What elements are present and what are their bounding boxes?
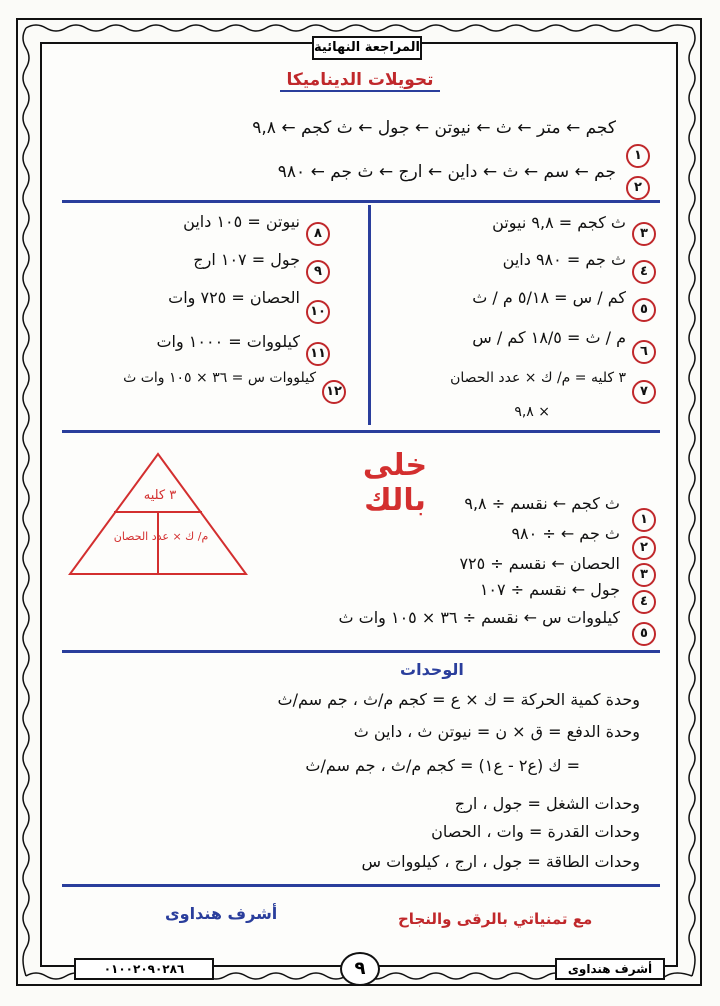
item-number: ١ bbox=[626, 144, 650, 168]
author-signature: أشرف هنداوى bbox=[165, 904, 278, 923]
fact-line: جول = ١٠٧ ارج bbox=[193, 250, 300, 269]
fact-line: م / ث = ١٨/٥ كم / س bbox=[472, 328, 626, 347]
note-line: كيلووات س ← نقسم ÷ ٣٦ × ١٠٥ وات ث bbox=[338, 608, 620, 627]
column-divider bbox=[368, 205, 371, 425]
item-number: ٥ bbox=[632, 298, 656, 322]
fact-line: ث كجم = ٩,٨ نيوتن bbox=[492, 213, 626, 232]
note-title: خلى بالك bbox=[362, 448, 428, 518]
item-number: ٣ bbox=[632, 563, 656, 587]
conversion-line: كجم ← متر ← ث ← نيوتن ← جول ← ث كجم ← ٩,٨ bbox=[252, 118, 616, 138]
fact-line: ث جم = ٩٨٠ داين bbox=[502, 250, 626, 269]
units-line: وحدات الطاقة = جول ، ارج ، كيلووات س bbox=[361, 852, 640, 871]
item-number: ١ bbox=[632, 508, 656, 532]
header-tab: المراجعة النهائية bbox=[312, 36, 422, 60]
fact-line: ٣ كليه = م/ ك × عدد الحصان bbox=[450, 370, 626, 386]
units-title: الوحدات bbox=[400, 660, 464, 679]
item-number: ٤ bbox=[632, 260, 656, 284]
page-title: تحويلات الديناميكا bbox=[280, 70, 440, 92]
note-line: جول ← نقسم ÷ ١٠٧ bbox=[479, 580, 620, 599]
page-number: ٩ bbox=[340, 952, 380, 986]
fact-line: كم / س = ٥/١٨ م / ث bbox=[472, 288, 626, 307]
triangle-diagram bbox=[66, 450, 250, 580]
fact-line: كيلووات س = ٣٦ × ١٠٥ وات ث bbox=[123, 370, 316, 386]
item-number: ١٢ bbox=[322, 380, 346, 404]
fact-line: نيوتن = ١٠٥ داين bbox=[183, 212, 300, 231]
note-line: ث كجم ← نقسم ÷ ٩,٨ bbox=[464, 494, 620, 513]
item-number: ٥ bbox=[632, 622, 656, 646]
fact-line: الحصان = ٧٢٥ وات bbox=[168, 288, 300, 307]
divider bbox=[62, 430, 660, 433]
triangle-top-label: ٣ كليه bbox=[143, 488, 177, 503]
author-box: أشرف هنداوى bbox=[555, 958, 665, 980]
item-number: ٤ bbox=[632, 590, 656, 614]
fact-line: كيلووات = ١٠٠٠ وات bbox=[156, 332, 300, 351]
divider bbox=[62, 884, 660, 887]
units-line: وحدة الدفع = ق × ن = نيوتن ث ، داين ث bbox=[353, 722, 640, 741]
item-number: ٢ bbox=[632, 536, 656, 560]
item-number: ٩ bbox=[306, 260, 330, 284]
wish-text: مع تمنياتي بالرقى والنجاح bbox=[398, 910, 593, 928]
units-line: وحدات الشغل = جول ، ارج bbox=[454, 794, 640, 813]
fact-line-continued: × ٩,٨ bbox=[514, 404, 550, 420]
item-number: ٨ bbox=[306, 222, 330, 246]
conversion-line: جم ← سم ← ث ← داين ← ارج ← ث جم ← ٩٨٠ bbox=[277, 162, 616, 182]
item-number: ٢ bbox=[626, 176, 650, 200]
units-line: وحدات القدرة = وات ، الحصان bbox=[431, 822, 640, 841]
phone-number: ٠١٠٠٢٠٩٠٢٨٦ bbox=[74, 958, 214, 980]
item-number: ١١ bbox=[306, 342, 330, 366]
divider bbox=[62, 200, 660, 203]
item-number: ٦ bbox=[632, 340, 656, 364]
note-line: ث جم ← ÷ ٩٨٠ bbox=[511, 524, 620, 543]
item-number: ٣ bbox=[632, 222, 656, 246]
note-line: الحصان ← نقسم ÷ ٧٢٥ bbox=[459, 554, 620, 573]
divider bbox=[62, 650, 660, 653]
units-line: = ك (ع٢ - ع١) = كجم م/ث ، جم سم/ث bbox=[305, 756, 580, 775]
units-line: وحدة كمية الحركة = ك × ع = كجم م/ث ، جم سم/ث bbox=[277, 690, 640, 709]
item-number: ١٠ bbox=[306, 300, 330, 324]
item-number: ٧ bbox=[632, 380, 656, 404]
triangle-bottom-label: م/ ك × عدد الحصان bbox=[113, 530, 209, 543]
